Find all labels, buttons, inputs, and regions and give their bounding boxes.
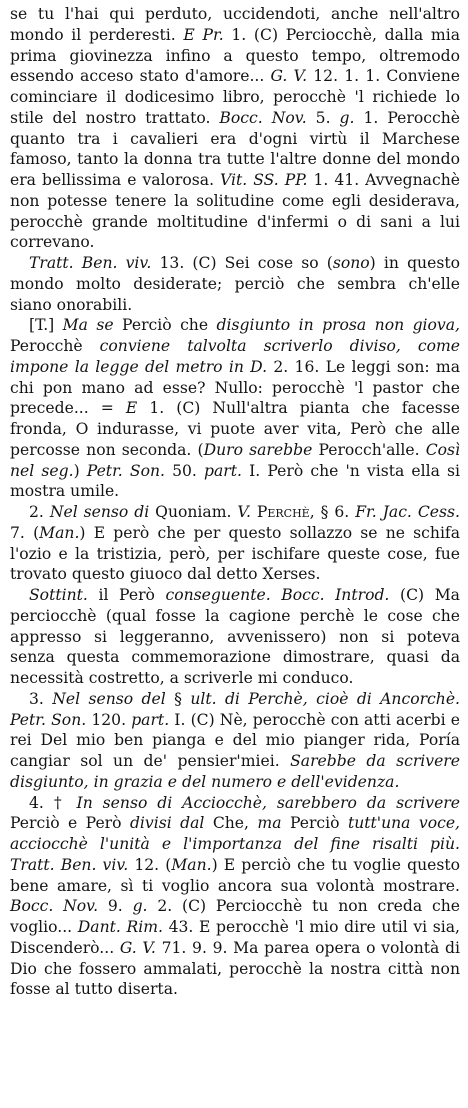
body-text: 4. † bbox=[29, 793, 77, 812]
body-text: Perciò e Però bbox=[10, 814, 130, 833]
italic-text: Bocc. Nov. bbox=[10, 897, 99, 916]
body-text: I. (C) Nè, perocchè con atti acerbi e rei Del mio ben pianga e del mio pianger rida, Poría cangiar sol un de' pensier'miei. bbox=[10, 710, 460, 770]
italic-text: Bocc. Nov. bbox=[219, 108, 307, 127]
body-text: 1. Perocchè quanto tra i cavalieri era d'ogni virtù il Marchese famoso, tanto la donna tra tutte l'altre donne del mondo era bellissima e valorosa. bbox=[10, 108, 460, 189]
italic-text: Man. bbox=[171, 855, 212, 874]
body-text: § bbox=[165, 689, 191, 708]
body-text: Perciò che bbox=[113, 316, 217, 335]
italic-text: In senso di Acciocchè, sarebbero da scrivere bbox=[76, 793, 460, 812]
body-text: (C) Ma perciocchè (qual fosse la cagione perchè le cose che appresso si leggeranno, avvenissero) non si poteva senza questa commemorazione dimostrare, quasi da necessità costretto, a scriverle mi conduco. bbox=[10, 586, 460, 687]
entry-paragraph-p5 bbox=[10, 585, 460, 689]
italic-text: Petr. Son. bbox=[86, 461, 165, 480]
body-text: 71. 9. 9. Ma parea opera o volontà di Dio che fossero ammalati, perocchè la nostra città non fosse al tutto diserta. bbox=[10, 938, 461, 999]
italic-text: Così nel seg. bbox=[10, 440, 460, 480]
text-column bbox=[10, 4, 460, 1000]
body-text: 43. E perocchè 'l mio dire util vi sia, Discenderò... bbox=[10, 918, 460, 957]
italic-text: Dant. Rim. bbox=[77, 918, 163, 936]
body-text: 5. bbox=[306, 108, 340, 127]
body-text: ) bbox=[73, 461, 87, 480]
body-text: 50. bbox=[164, 461, 205, 480]
body-text: 2. (C) Perciocchè tu non creda che voglio... bbox=[10, 897, 460, 936]
italic-text: Vit. SS. PP. bbox=[220, 171, 308, 189]
italic-text: V. bbox=[237, 503, 251, 521]
body-text: 2. bbox=[29, 503, 50, 521]
body-text: Perocchè bbox=[10, 337, 100, 355]
italic-text: g. bbox=[339, 108, 355, 127]
italic-text: g. bbox=[132, 897, 148, 916]
body-text: , § 6. bbox=[309, 503, 356, 521]
italic-text: Sarebbe da scrivere disgiunto, in grazia e del numero e dell'evidenza. bbox=[10, 752, 460, 791]
entry-paragraph-p4 bbox=[10, 502, 460, 585]
small-caps-text: Perchè bbox=[250, 503, 310, 521]
italic-text: G. V. bbox=[119, 938, 156, 957]
italic-text: sono bbox=[332, 254, 370, 272]
body-text: ) E perciò che tu voglie questo bene amare, sì ti voglio ancora sua volontà mostrare. bbox=[10, 855, 460, 895]
italic-text: Nel senso di bbox=[49, 503, 150, 521]
entry-paragraph-p3 bbox=[10, 315, 460, 502]
italic-text: E Pr. bbox=[183, 25, 224, 44]
body-text: Perciò bbox=[281, 814, 348, 833]
body-text: 1. 41. Avvegnachè non potesse tenere la solitudine come egli desiderava, perocchè grande moltitudine d'infermi o di sani a lui correvano. bbox=[10, 171, 460, 252]
italic-text: divisi dal bbox=[129, 814, 205, 833]
body-text: 1. (C) Null'altra pianta che facesse fronda, O indurasse, vi puote aver vita, Però che alle percosse non seconda. ( bbox=[10, 399, 460, 459]
body-text: ) in questo mondo molto desiderate; perciò che sembra ch'elle siano onorabili. bbox=[10, 254, 460, 314]
body-text: 12. ( bbox=[128, 855, 172, 874]
body-text: 1. (C) Perciocchè, dalla mia prima giovinezza infino a questo tempo, oltremodo essendo acceso stato d'amore... bbox=[10, 25, 460, 86]
italic-text: tutt'una voce, acciocchè l'unità e l'importanza del fine risalti più. Tratt. Ben. viv. bbox=[10, 814, 461, 874]
italic-text: Man. bbox=[39, 523, 80, 542]
italic-text: Duro sarebbe bbox=[203, 440, 313, 459]
body-text: se tu l'hai qui perduto, uccidendoti, anche nell'altro mondo il perderesti. bbox=[10, 5, 460, 44]
italic-text: ult. di Perchè, cioè di Ancorchè. Petr. Son. bbox=[10, 689, 461, 729]
body-text: ) E però che per questo sollazzo se ne schifa l'ozio e la tristizia, però, per ischifare queste cose, fue trovato questo giuoco dal detto Xerses. bbox=[10, 523, 461, 584]
italic-text: part. bbox=[131, 710, 170, 729]
italic-text: part. bbox=[204, 461, 242, 480]
italic-text: Nel senso del bbox=[52, 689, 166, 708]
italic-text: Tratt. Ben. viv. bbox=[29, 254, 152, 272]
italic-text: Fr. Jac. Cess. bbox=[355, 503, 460, 521]
body-text: 12. 1. 1. Conviene cominciare il dodicesimo libro, perocchè 'l richiede lo stile del nostro trattato. bbox=[10, 67, 460, 127]
italic-text: ma bbox=[257, 814, 282, 833]
italic-text: G. V. bbox=[270, 67, 308, 86]
italic-text: conviene talvolta scriverlo diviso, come impone la legge del metro in D. bbox=[10, 337, 460, 376]
italic-text: Ma se bbox=[62, 316, 114, 335]
body-text: 2. 16. Le leggi son: ma chi pon mano ad esse? Nullo: perocchè 'l pastor che precede... = bbox=[10, 357, 460, 418]
italic-text: disgiunto in prosa non giova, bbox=[216, 316, 460, 335]
entry-paragraph-p7 bbox=[10, 793, 460, 1001]
entry-paragraph-p1 bbox=[10, 4, 460, 253]
body-text: 3. bbox=[29, 689, 53, 708]
body-text: I. Però che 'n vista ella si mostra umile. bbox=[10, 461, 461, 501]
entry-paragraph-p2 bbox=[10, 253, 460, 315]
body-text: il Però bbox=[87, 586, 166, 604]
body-text: 120. bbox=[86, 710, 132, 729]
body-text: 13. (C) Sei cose so ( bbox=[151, 254, 333, 272]
italic-text: conseguente. Bocc. Introd. bbox=[165, 586, 390, 604]
italic-text: E bbox=[125, 399, 138, 418]
body-text: Che, bbox=[204, 814, 258, 833]
body-text: [T.] bbox=[29, 316, 63, 335]
italic-text: Sottint. bbox=[29, 586, 88, 604]
body-text: Perocch'alle. bbox=[312, 440, 426, 459]
body-text: 9. bbox=[98, 897, 133, 916]
body-text: Quoniam. bbox=[149, 503, 238, 521]
entry-paragraph-p6 bbox=[10, 689, 460, 793]
body-text: 7. ( bbox=[10, 523, 40, 542]
